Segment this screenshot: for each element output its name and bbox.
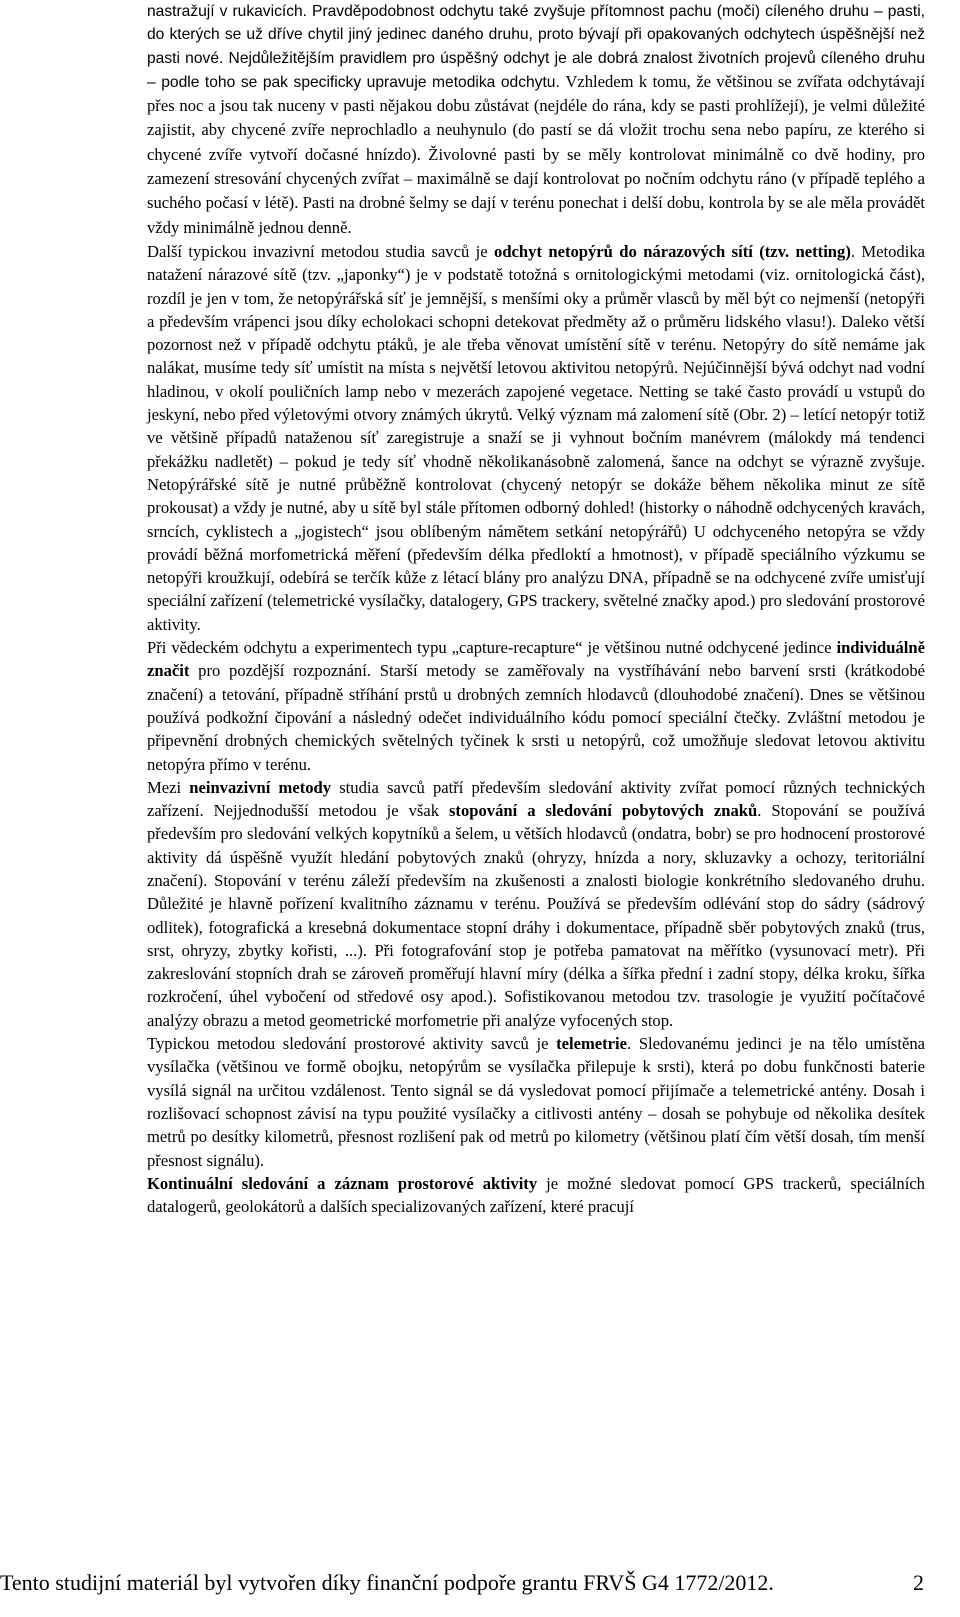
paragraph-text: . Sledovanému jedinci je na tělo umístěna vysílačka (většinou ve formě obojku, netopýrům se vysílačka přilepuje k srsti), která po dobu funkčnosti baterie vysílá signál na určitou vzdálenost. Tento signál se dá vysledovat pomocí přijímače a telemetrické antény. Dosah i rozlišovací schopnost závisí na typu použité vysílačky a citlivosti antény – dosah se pohybuje od několika desítek metrů po desítky kilometrů, přesnost rozlišení pak od metrů po kilometry (většinou platí čím větší dosah, tím menší přesnost signálu). xyxy=(147,1034,925,1170)
document-body xyxy=(147,0,925,1218)
paragraph-text: Mezi xyxy=(147,777,190,797)
paragraph-text: studia savců patří především sledování aktivity zvířat pomocí různých technických zařízení. Nejjednodušší metodou je však xyxy=(147,777,925,821)
paragraph-bat-netting xyxy=(147,240,925,636)
term-tracking-signs: stopování a sledování pobytových znaků xyxy=(448,801,758,821)
paragraph-text: . Metodika natažení nárazové sítě (tzv. „japonky“) je v podstatě totožná s ornitologickými metodami (viz. ornitologická část), rozdíl je jen v tom, že netopýrářská síť je jemnější, s menšími oky a průměr vlasců by měl být co nejmenší (netopýři a především vrápenci jsou díky echolokaci schopni detekovat předměty až o průměru lidského vlasu!). Daleko větší pozornost než v případě odchytu ptáků, je ale třeba věnovat umístění sítě v terénu. Netopýry do sítě nemáme jak nalákat, musíme tedy síť umístit na místa s největší letovou aktivitou netopýrů. Nejúčinnější bývá odchyt nad vodní hladinou, v okolí pouličních lamp nebo v mezerách zapojené vegetace. Netting se také často provádí u vstupů do jeskyní, nebo před výletovými otvory známých úkrytů. Velký význam má zalomení sítě (Obr. 2) – letící netopýr totiž ve většině případů nataženou síť zaregistruje a snaží se ji vyhnout bočním manévrem (málokdy má tendenci překážku nadletět) – pokud je tedy síť vhodně několikanásobně zalomená, šance na odchyt se výrazně zvyšuje. Netopýrářské sítě je nutné průběžně kontrolovat (chycený netopýr se dokáže během několika minut ze sítě prokousat) a vždy je nutné, aby u sítě byl stále přítomen odborný dohled! (historky o náhodně odchycených kravách, srncích, cyklistech a „jogistech“ jsou oblíbeným námětem setkání netopýrářů) U odchyceného netopýra se vždy provádí běžná morfometrická měření (především délka předloktí a hmotnost), v případě speciálního výzkumu se netopýři kroužkují, odebírá se terčík kůže z létací blány pro analýzu DNA, případně se na odchycené zvíře umisťují speciální zařízení (telemetrické vysílačky, datalogery, GPS trackery, světelné značky apod.) pro sledování prostorové aktivity. xyxy=(147,241,925,634)
paragraph-text: je možné sledovat pomocí GPS trackerů, speciálních datalogerů, geolokátorů a dalších specializovaných zařízení, které pracují xyxy=(147,1173,925,1217)
paragraph-text-continued: Vzhledem k tomu, že většinou se zvířata odchytávají přes noc a jsou tak nuceny v pasti nějakou dobu zůstávat (nejdéle do rána, kdy se pasti prohlížejí), je velmi důležité zajistit, aby chycené zvíře neprochladlo a neuhynulo (do pastí se dá vložit trochu sena nebo papíru, ze kterého si chycené zvíře vytvoří dočasné hnízdo). Živolovné pasti by se měly kontrolovat minimálně co dvě hodiny, pro zamezení stresování chycených zvířat – maximálně se dají kontrolovat po nočním odchytu ráno (v případě teplého a suchého počasí v létě). Pasti na drobné šelmy se dají v terénu ponechat i delší dobu, kontrola by se ale měla provádět vždy minimálně jednou denně. xyxy=(147,71,925,237)
term-noninvasive-methods: neinvazivní metody xyxy=(189,777,332,797)
paragraph-text: Další typickou invazivní metodou studia savců je xyxy=(147,241,495,261)
term-individual-marking: individuálně značit xyxy=(147,638,925,681)
footer-grant-note: Tento studijní materiál byl vytvořen díky finanční podpoře grantu FRVŠ G4 1772/2012. xyxy=(0,1570,774,1595)
paragraph-noninvasive-methods xyxy=(147,776,925,1032)
paragraph-text: pro pozdější rozpoznání. Starší metody se zaměřovaly na vystříhávání nebo barvení srsti (krátkodobé značení) a tetování, případně stříhání prstů u drobných zemních hlodavců (dlouhodobé značení). Dnes se většinou používá podkožní čipování a následný odečet individuálního kódu pomocí speciální čtečky. Zvláštní metodou je připevnění drobných chemických světelných tyčinek k srsti u netopýrů, což umožňuje sledovat letovou aktivitu netopýra přímo v terénu. xyxy=(147,661,925,774)
paragraph-telemetry xyxy=(147,1032,925,1172)
paragraph-trap-handling xyxy=(147,0,925,240)
paragraph-continuous-tracking xyxy=(147,1172,925,1219)
paragraph-text: . Stopování se používá především pro sledování velkých kopytníků a šelem, u větších hlodavců (ondatra, bobr) se pro hodnocení prostorové aktivity dá úspěšně využít hledání pobytových znaků (ohryzy, hnízda a nory, skluzavky a ochozy, teritoriální značení). Stopování v terénu záleží především na zkušenosti a znalosti biologie konkrétního sledovaného druhu. Důležité je hlavně pořízení kvalitního záznamu v terénu. Používá se především odlévání stop do sádry (sádrový odlitek), fotografická a kresebná dokumentace stopní dráhy i dokumentace, případně sběr pobytových znaků (trus, srst, ohryzy, zbytky kořisti, ...). Při fotografování stop je potřeba pamatovat na měřítko (vysunovací metr). Při zakreslování stopních drah se zároveň proměřují hlavní míry (délka a šířka přední i zadní stopy, délka kroku, šířka rozkročení, úhel vybočení od středové osy apod.). Sofistikovanou metodou tzv. trasologie je využití počítačové analýzy obrazu a metod geometrické morfometrie při analýze vyfocených stop. xyxy=(147,801,925,1030)
term-continuous-tracking: Kontinuální sledování a záznam prostorové aktivity xyxy=(147,1173,538,1193)
paragraph-text: Při vědeckém odchytu a experimentech typu „capture-recapture“ je většinou nutné odchycené jedince xyxy=(147,638,837,658)
paragraph-individual-marking xyxy=(147,636,925,776)
page-number: 2 xyxy=(913,1570,924,1595)
paragraph-text: Typickou metodou sledování prostorové aktivity savců je xyxy=(147,1034,557,1054)
paragraph-text: nastražují v rukavicích. Pravděpodobnost odchytu také zvyšuje přítomnost pachu (moči) cíleného druhu – pasti, do kterých se už dříve chytil jiný jedinec daného druhu, proto bývají při opakovaných odchytech úspěšnější než pasti nové. Nejdůležitějším pravidlem pro úspěšný odchyt je ale dobrá znalost životních projevů cíleného druhu – podle toho se pak specificky upravuje metodika odchytu. xyxy=(147,3,925,91)
term-bat-netting: odchyt netopýrů do nárazových sítí (tzv. netting) xyxy=(494,241,851,261)
term-telemetry: telemetrie xyxy=(556,1034,628,1054)
